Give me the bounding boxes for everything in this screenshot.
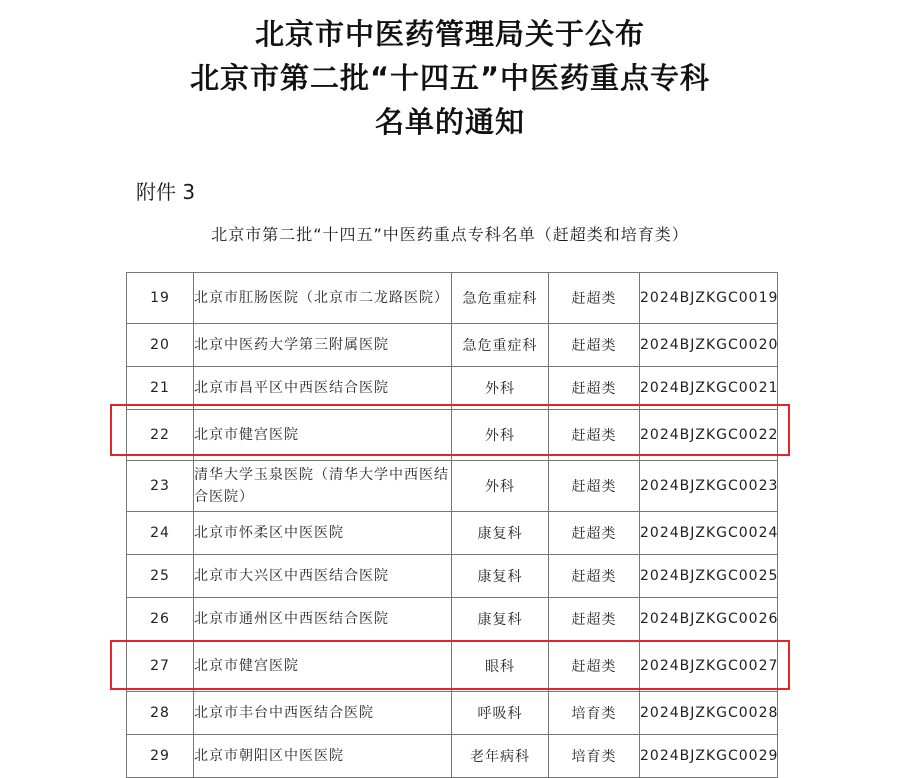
department: 呼吸科 <box>452 692 549 735</box>
hospital-name: 北京市昌平区中西医结合医院 <box>194 367 452 410</box>
row-number: 21 <box>127 367 194 410</box>
project-code: 2024BJZKGC0029 <box>640 735 778 778</box>
table-row <box>127 598 778 641</box>
document-title-line-3: 名单的通知 <box>374 105 525 139</box>
category: 赶超类 <box>549 324 640 367</box>
row-number: 27 <box>127 641 194 692</box>
category: 赶超类 <box>549 598 640 641</box>
project-code: 2024BJZKGC0022 <box>640 410 778 461</box>
department: 急危重症科 <box>452 273 549 324</box>
table-row <box>127 324 778 367</box>
row-number: 26 <box>127 598 194 641</box>
category: 培育类 <box>549 692 640 735</box>
table-row <box>127 692 778 735</box>
row-number: 28 <box>127 692 194 735</box>
project-code: 2024BJZKGC0025 <box>640 555 778 598</box>
row-number: 22 <box>127 410 194 461</box>
table-row <box>127 461 778 512</box>
category: 培育类 <box>549 735 640 778</box>
table-row <box>127 273 778 324</box>
category: 赶超类 <box>549 641 640 692</box>
table-row <box>127 367 778 410</box>
department: 康复科 <box>452 555 549 598</box>
category: 赶超类 <box>549 555 640 598</box>
department: 外科 <box>452 367 549 410</box>
table-row <box>127 410 778 461</box>
department: 眼科 <box>452 641 549 692</box>
row-number: 20 <box>127 324 194 367</box>
hospital-name: 北京市肛肠医院（北京市二龙路医院） <box>194 273 452 324</box>
project-code: 2024BJZKGC0024 <box>640 512 778 555</box>
project-code: 2024BJZKGC0028 <box>640 692 778 735</box>
hospital-name: 北京市健宫医院 <box>194 410 452 461</box>
document-title-line-1: 北京市中医药管理局关于公布 <box>254 17 645 51</box>
table-row <box>127 555 778 598</box>
department: 外科 <box>452 410 549 461</box>
hospital-name: 北京市通州区中西医结合医院 <box>194 598 452 641</box>
document-title-line-2: 北京市第二批“十四五”中医药重点专科 <box>189 61 711 95</box>
row-number: 23 <box>127 461 194 512</box>
project-code: 2024BJZKGC0020 <box>640 324 778 367</box>
row-number: 29 <box>127 735 194 778</box>
project-code: 2024BJZKGC0026 <box>640 598 778 641</box>
row-number: 24 <box>127 512 194 555</box>
hospital-name: 北京市健宫医院 <box>194 641 452 692</box>
project-code: 2024BJZKGC0027 <box>640 641 778 692</box>
hospital-name: 清华大学玉泉医院（清华大学中西医结合医院） <box>194 461 452 512</box>
table-row <box>127 641 778 692</box>
department: 外科 <box>452 461 549 512</box>
table-row <box>127 512 778 555</box>
hospital-name: 北京市大兴区中西医结合医院 <box>194 555 452 598</box>
hospital-name: 北京市朝阳区中医医院 <box>194 735 452 778</box>
department: 康复科 <box>452 512 549 555</box>
hospital-name: 北京市怀柔区中医医院 <box>194 512 452 555</box>
project-code: 2024BJZKGC0023 <box>640 461 778 512</box>
hospital-name: 北京市丰台中西医结合医院 <box>194 692 452 735</box>
department: 老年病科 <box>452 735 549 778</box>
category: 赶超类 <box>549 273 640 324</box>
attachment-label: 附件 3 <box>136 180 196 204</box>
department: 康复科 <box>452 598 549 641</box>
specialty-list-table <box>126 272 778 778</box>
row-number: 25 <box>127 555 194 598</box>
project-code: 2024BJZKGC0021 <box>640 367 778 410</box>
category: 赶超类 <box>549 367 640 410</box>
category: 赶超类 <box>549 512 640 555</box>
category: 赶超类 <box>549 410 640 461</box>
project-code: 2024BJZKGC0019 <box>640 273 778 324</box>
list-subtitle: 北京市第二批“十四五”中医药重点专科名单（赶超类和培育类） <box>211 225 689 244</box>
table-row <box>127 735 778 778</box>
department: 急危重症科 <box>452 324 549 367</box>
hospital-name: 北京中医药大学第三附属医院 <box>194 324 452 367</box>
row-number: 19 <box>127 273 194 324</box>
category: 赶超类 <box>549 461 640 512</box>
